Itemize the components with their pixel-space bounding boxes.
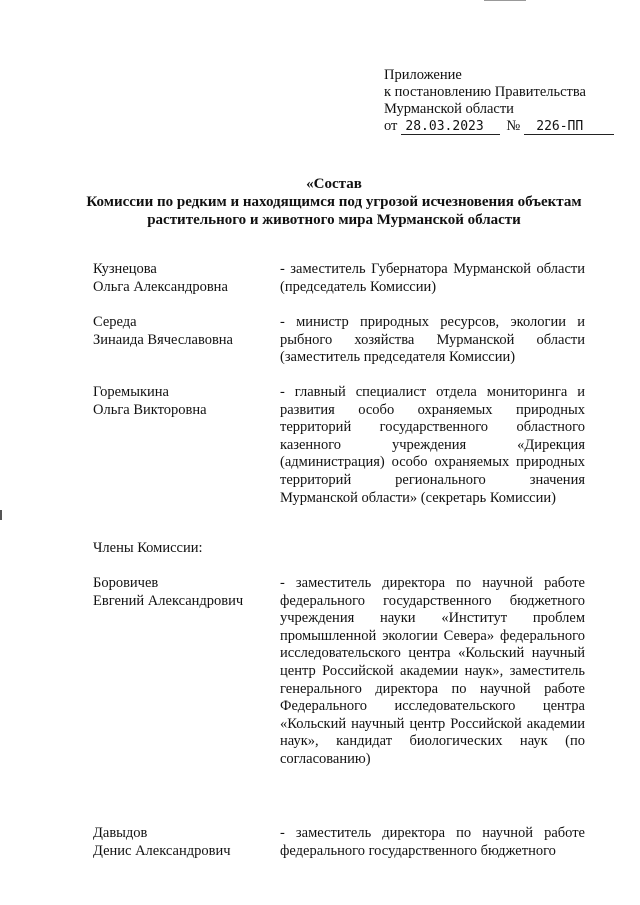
- person-role: - главный специалист отдела мониторинга и развития особо охраняемых природных территорий государственного областного казенного учреждения «Дирекция (администрация) особо охраняемых природных территорий регионального значения Мурманской области» (секретарь Комиссии): [280, 384, 585, 506]
- person-name: [93, 314, 273, 349]
- person-name: [93, 384, 273, 419]
- decree-number: 226-ПП: [524, 119, 614, 135]
- scan-mark: [484, 0, 526, 1]
- person-given-names: Зинаида Вячеславовна: [93, 331, 233, 348]
- person-given-names: Ольга Викторовна: [93, 401, 207, 418]
- person-role: - заместитель директора по научной работе федерального государственного бюджетного: [280, 825, 585, 859]
- person-role: - заместитель Губернатора Мурманской области (председатель Комиссии): [280, 261, 585, 295]
- person-surname: Боровичев: [93, 575, 159, 591]
- number-sign: №: [506, 118, 521, 134]
- title-line-2: Комиссии по редким и находящимся под угрозой исчезновения объектам: [86, 194, 582, 210]
- person-given-names: Денис Александрович: [93, 842, 231, 859]
- from-label: от: [384, 118, 398, 134]
- members-heading: Члены Комиссии:: [93, 540, 203, 556]
- title-line-3: растительного и животного мира Мурманской области: [147, 212, 521, 228]
- appendix-line-1: Приложение: [384, 67, 462, 83]
- person-given-names: Ольга Александровна: [93, 278, 228, 295]
- decree-date: 28.03.2023: [401, 119, 500, 135]
- scan-edge-mark: [0, 510, 2, 520]
- person-role: - министр природных ресурсов, экологии и рыбного хозяйства Мурманской области (заместитель председателя Комиссии): [280, 314, 585, 366]
- person-surname: Горемыкина: [93, 384, 169, 400]
- appendix-line-2: к постановлению Правительства: [384, 84, 586, 100]
- person-role: - заместитель директора по научной работе федерального государственного бюджетного учреждения науки «Институт проблем промышленной экологии Севера» федерального исследовательского центра «Кольский научный центр Российской академии наук», заместитель генерального директора по научной работе Федерального исследовательского центра «Кольский научный центр Российской академии наук», кандидат биологических наук (по согласованию): [280, 575, 585, 767]
- person-name: [93, 575, 273, 610]
- person-name: [93, 825, 273, 860]
- appendix-date-row: [384, 118, 614, 135]
- document-title: [60, 175, 608, 229]
- person-given-names: Евгений Александрович: [93, 592, 244, 609]
- person-surname: Кузнецова: [93, 261, 157, 277]
- appendix-header: [384, 67, 614, 135]
- person-name: [93, 261, 273, 296]
- title-line-1: «Состав: [306, 176, 362, 192]
- appendix-line-3: Мурманской области: [384, 101, 514, 117]
- person-surname: Давыдов: [93, 825, 148, 841]
- person-surname: Середа: [93, 314, 137, 330]
